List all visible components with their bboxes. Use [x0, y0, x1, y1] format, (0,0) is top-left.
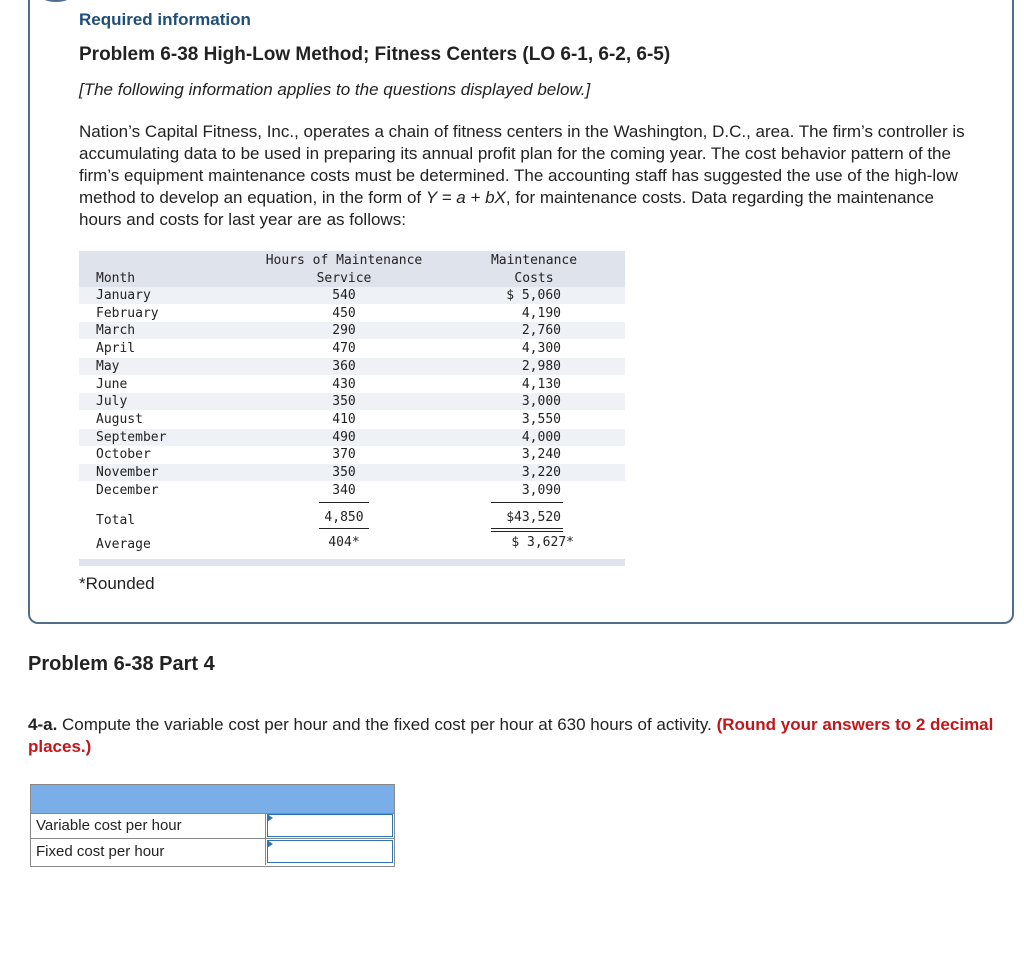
table-row-hours: 540: [332, 288, 356, 303]
answer-table-header: [31, 785, 394, 814]
table-row-hours: 470: [332, 341, 356, 357]
table-row-month: December: [96, 482, 159, 498]
intro-text-end: , for maintenance costs. Data regarding the maintenance hours and costs for last year are as follows:: [79, 188, 934, 229]
table-row-hours: 340: [332, 482, 356, 498]
table-row-cost: 4,130: [521, 376, 561, 392]
table-row-month: September: [96, 429, 167, 445]
cost-subtotal-rule: [491, 502, 563, 503]
applies-note: [The following information applies to the questions displayed below.]: [79, 80, 591, 99]
table-row-month: November: [96, 465, 159, 480]
average-hours: 404*: [328, 535, 360, 550]
average-label: Average: [96, 537, 151, 552]
table-row-cost: 3,240: [521, 447, 561, 463]
table-row-cost: 4,190: [521, 305, 561, 321]
table-row-month: May: [96, 358, 120, 374]
answer-row-variable: [31, 813, 394, 839]
fixed-cost-label: Fixed cost per hour: [36, 843, 165, 860]
table-row-cost: 3,550: [521, 411, 561, 427]
rounding-instruction: (Round your answers to 2 decimal places.): [28, 715, 994, 756]
total-label: Total: [96, 513, 136, 528]
table-row-month: April: [96, 341, 136, 357]
col-hours-header-line1: Hours of Maintenance: [265, 253, 423, 268]
intro-text: Nation’s Capital Fitness, Inc., operates a chain of fitness centers in the Washington, D.C., area. The firm’s controller is accumulating data to be used in preparing its annual profit plan for the coming year. The cost behavior pattern of the firm’s equipment maintenance costs must be determined. The accounting staff has suggested the use of the high-low method to develop an equation, in the form of: [79, 122, 965, 207]
maintenance-data-table: [79, 251, 625, 567]
col-cost-header-line1: Maintenance: [490, 253, 578, 268]
table-row-month: October: [96, 447, 151, 463]
equation: Y = a + bX: [425, 188, 506, 207]
table-row-hours: 360: [332, 358, 356, 374]
input-flag-icon: [267, 814, 273, 822]
question-text: Compute the variable cost per hour and the fixed cost per hour at 630 hours of activity.: [57, 715, 717, 734]
question-number: 4-a.: [28, 715, 58, 734]
average-cost: $ 3,627*: [511, 535, 574, 550]
table-row-hours: 450: [332, 305, 356, 321]
col-cost-header-line2: Costs: [514, 271, 554, 286]
cost-total-rule-top: [491, 528, 563, 529]
fixed-cost-input[interactable]: [267, 840, 393, 863]
table-row-month: July: [96, 394, 128, 410]
cell-divider: [265, 813, 266, 839]
info-circle-icon: [32, 0, 80, 2]
table-row-cost: 3,220: [521, 465, 561, 480]
table-row-cost: 3,000: [521, 394, 561, 410]
table-row-month: January: [96, 288, 151, 303]
table-row-cost: $ 5,060: [506, 288, 561, 303]
table-row-cost: 4,300: [521, 341, 561, 357]
table-row-hours: 290: [332, 323, 356, 339]
problem-title: Problem 6-38 High-Low Method; Fitness Centers (LO 6-1, 6-2, 6-5): [79, 44, 671, 65]
table-row-hours: 370: [332, 447, 356, 463]
total-hours: 4,850: [324, 510, 364, 525]
col-hours-header-line2: Service: [316, 271, 372, 286]
hours-subtotal-rule: [319, 502, 369, 503]
input-flag-icon: [267, 840, 273, 848]
variable-cost-label: Variable cost per hour: [36, 817, 182, 834]
table-row-month: March: [96, 323, 136, 339]
table-row-hours: 430: [332, 376, 356, 392]
table-row-hours: 410: [332, 411, 356, 427]
answer-row-fixed: [31, 839, 394, 865]
table-row-hours: 490: [332, 429, 356, 445]
table-row-cost: 3,090: [521, 482, 561, 498]
part-title: Problem 6-38 Part 4: [28, 653, 215, 675]
cell-divider: [265, 839, 266, 865]
intro-paragraph: [79, 121, 979, 231]
table-row-month: February: [96, 305, 159, 321]
question-4a: [28, 714, 1013, 758]
cost-total-rule-bottom: [491, 531, 563, 532]
table-row-cost: 2,760: [521, 323, 561, 339]
table-row-cost: 2,980: [521, 358, 561, 374]
variable-cost-input[interactable]: [267, 814, 393, 837]
answer-table: [30, 784, 395, 867]
required-info-heading: Required information: [79, 10, 251, 29]
table-row-month: June: [96, 376, 128, 392]
rounded-footnote: *Rounded: [79, 574, 155, 593]
table-row-cost: 4,000: [521, 429, 561, 445]
total-cost: $43,520: [506, 510, 561, 525]
col-month-header: Month: [96, 271, 136, 286]
table-row-month: August: [96, 411, 143, 427]
table-row-hours: 350: [332, 465, 356, 480]
hours-total-rule: [319, 528, 369, 529]
table-row-hours: 350: [332, 394, 356, 410]
table-bottom-band: [79, 559, 625, 566]
